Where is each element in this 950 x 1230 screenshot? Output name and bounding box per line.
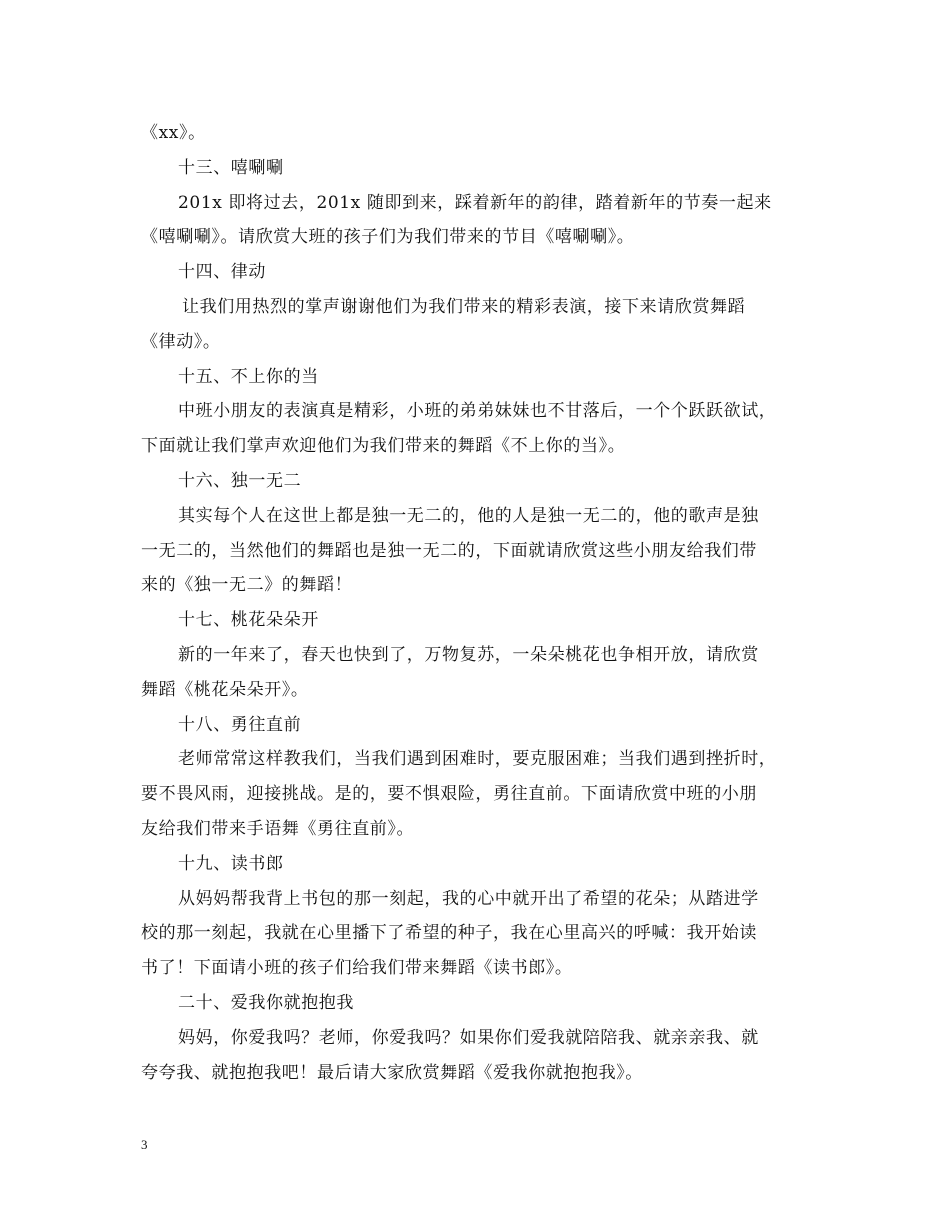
section-heading-16: 十六、独一无二 [178,470,302,491]
page-number: 3 [141,1137,148,1152]
section-heading-17: 十七、桃花朵朵开 [178,610,319,631]
paragraph-line: 夸夸我、就抱抱我吧！最后请大家欣赏舞蹈《爱我你就抱抱我》。 [141,1062,643,1083]
paragraph-line: 老师常常这样教我们，当我们遇到困难时，要克服困难；当我们遇到挫折时， [178,749,777,770]
paragraph-line: 201x 即将过去，201x 随即到来，踩着新年的韵律，踏着新年的节奏一起来 [178,192,772,213]
paragraph-line: 书了！下面请小班的孩子们给我们带来舞蹈《读书郎》。 [141,958,573,979]
document-body [141,116,813,1090]
section-heading-18: 十八、勇往直前 [178,714,302,735]
paragraph-line: 来的《独一无二》的舞蹈！ [141,575,353,596]
section-heading-15: 十五、不上你的当 [178,366,319,387]
paragraph-line: 新的一年来了，春天也快到了，万物复苏，一朵朵桃花也争相开放，请欣赏 [178,644,759,665]
paragraph-line: 让我们用热烈的掌声谢谢他们为我们带来的精彩表演，接下来请欣赏舞蹈 [182,296,746,317]
paragraph-line: 《律动》。 [141,331,221,352]
paragraph-line: 妈妈，你爱我吗？老师，你爱我吗？如果你们爱我就陪陪我、就亲亲我、就 [178,1027,759,1048]
paragraph-line: 校的那一刻起，我就在心里播下了希望的种子，我在心里高兴的呼喊：我开始读 [141,923,757,944]
section-heading-14: 十四、律动 [178,262,266,283]
section-heading-19: 十九、读书郎 [178,853,284,874]
paragraph-line: 中班小朋友的表演真是精彩，小班的弟弟妹妹也不甘落后，一个个跃跃欲试， [178,401,777,422]
paragraph-line: 从妈妈帮我背上书包的那一刻起，我的心中就开出了希望的花朵；从踏进学 [178,888,759,909]
text-line-1: 《xx》。 [141,123,206,143]
section-heading-20: 二十、爱我你就抱抱我 [178,992,354,1013]
paragraph-line: 一无二的，当然他们的舞蹈也是独一无二的，下面就请欣赏这些小朋友给我们带 [141,540,757,561]
paragraph-line: 舞蹈《桃花朵朵开》。 [141,679,309,700]
section-heading-13: 十三、嘻唰唰 [178,157,284,178]
paragraph-line: 下面就让我们掌声欢迎他们为我们带来的舞蹈《不上你的当》。 [141,436,626,457]
paragraph-line: 友给我们带来手语舞《勇往直前》。 [141,818,415,839]
paragraph-line: 要不畏风雨，迎接挑战。是的，要不惧艰险，勇往直前。下面请欣赏中班的小朋 [141,784,757,805]
paragraph-line: 《嘻唰唰》。请欣赏大班的孩子们为我们带来的节目《嘻唰唰》。 [141,227,635,248]
paragraph-line: 其实每个人在这世上都是独一无二的，他的人是独一无二的，他的歌声是独 [178,505,759,526]
